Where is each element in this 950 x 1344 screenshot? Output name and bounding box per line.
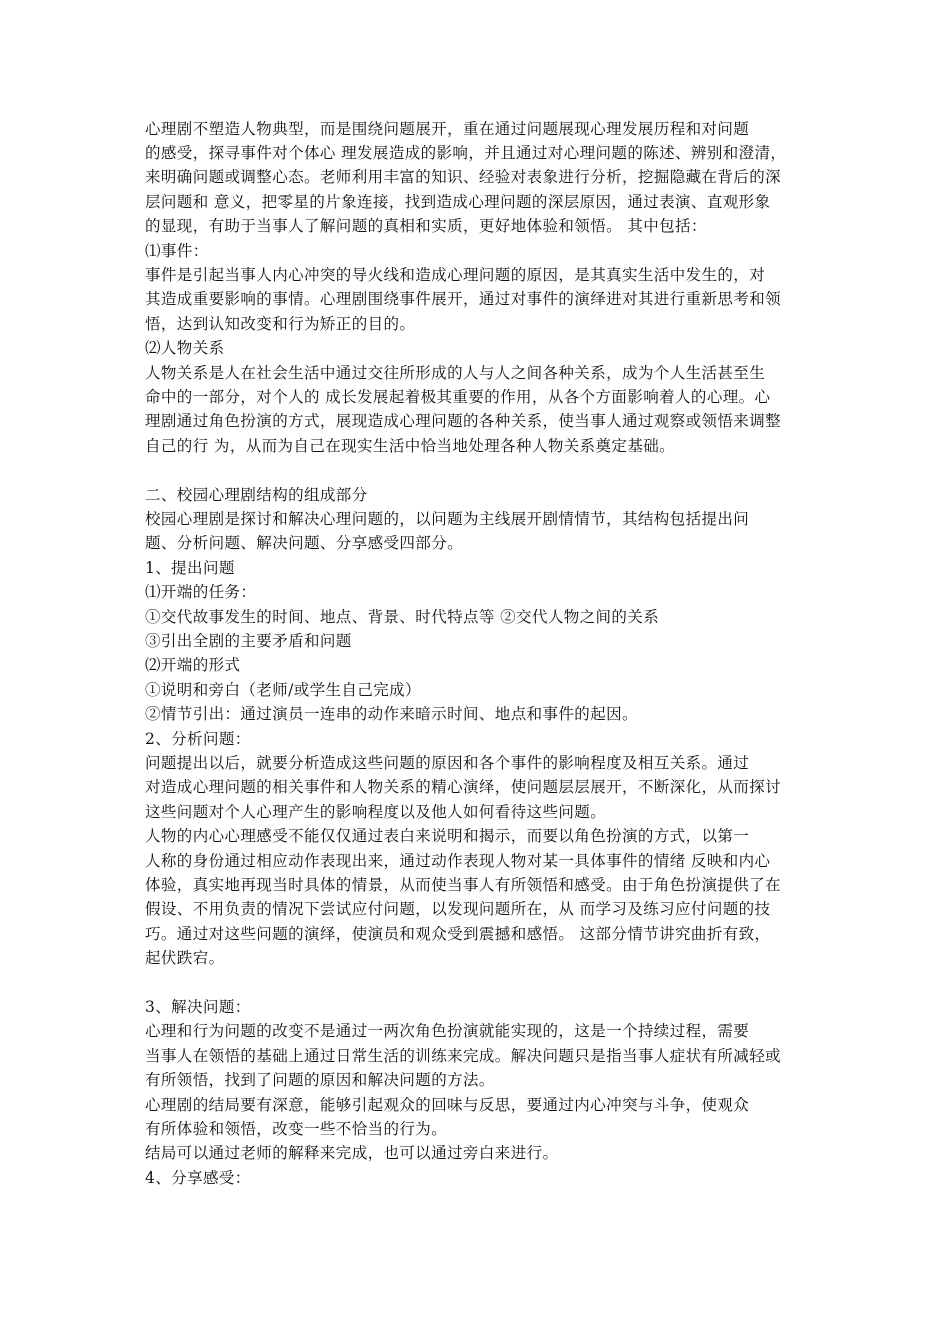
- text-line: 的显现，有助于当事人了解问题的真相和实质，更好地体验和领悟。 其中包括：: [145, 217, 707, 236]
- text-line: 来明确问题或调整心态。老师利用丰富的知识、经验对表象进行分析，挖掘隐藏在背后的深: [145, 168, 782, 187]
- text-line: 巧。通过对这些问题的演绎，使演员和观众受到震撼和感悟。 这部分情节讲究曲折有致，: [145, 924, 771, 943]
- text-line: 心理和行为问题的改变不是通过一两次角色扮演就能实现的，这是一个持续过程，需要: [145, 1022, 750, 1041]
- text-line: 校园心理剧是探讨和解决心理问题的，以问题为主线展开剧情情节，其结构包括提出问: [145, 509, 750, 528]
- text-line: 结局可以通过老师的解释来完成，也可以通过旁白来进行。: [145, 1144, 559, 1163]
- text-line: 1、提出问题: [145, 558, 235, 577]
- text-line: 有所领悟，找到了问题的原因和解决问题的方法。: [145, 1071, 495, 1090]
- text-line: 其造成重要影响的事情。心理剧围绕事件展开，通过对事件的演绎进对其进行重新思考和领: [145, 290, 782, 309]
- text-line: 3、解决问题：: [145, 997, 251, 1016]
- text-line: 题、分析问题、解决问题、分享感受四部分。: [145, 534, 464, 553]
- text-line: 人物关系是人在社会生活中通过交往所形成的人与人之间各种关系，成为个人生活甚至生: [145, 363, 766, 382]
- text-line: 事件是引起当事人内心冲突的导火线和造成心理问题的原因，是其真实生活中发生的，对: [145, 265, 766, 284]
- text-line: 悟，达到认知改变和行为矫正的目的。: [145, 314, 416, 333]
- text-line: ③引出全剧的主要矛盾和问题: [145, 631, 352, 650]
- text-line: 4、分享感受：: [145, 1168, 251, 1187]
- text-line: 2、分析问题：: [145, 729, 251, 748]
- text-line: 心理剧不塑造人物典型，而是围绕问题展开，重在通过问题展现心理发展历程和对问题: [145, 119, 750, 138]
- text-line: 二、校园心理剧结构的组成部分: [145, 485, 368, 504]
- text-line: ⑴开端的任务：: [145, 583, 257, 602]
- text-line: ⑵开端的形式: [145, 656, 241, 675]
- text-line: 人称的身份通过相应动作表现出来，通过动作表现人物对某一具体事件的情绪 反映和内心: [145, 851, 771, 870]
- text-line: 有所体验和领悟，改变一些不恰当的行为。: [145, 1119, 448, 1138]
- text-line: 人物的内心心理感受不能仅仅通过表白来说明和揭示，而要以角色扮演的方式，以第一: [145, 827, 750, 846]
- text-line: ①说明和旁白（老师/或学生自己完成）: [145, 680, 421, 699]
- text-line: ⑴事件：: [145, 241, 209, 260]
- text-line: 假设、不用负责的情况下尝试应付问题，以发现问题所在，从 而学习及练习应付问题的技: [145, 900, 771, 919]
- text-line: 心理剧的结局要有深意，能够引起观众的回味与反思，要通过内心冲突与斗争，使观众: [145, 1095, 750, 1114]
- text-line: ②情节引出：通过演员一连串的动作来暗示时间、地点和事件的起因。: [145, 705, 638, 724]
- text-line: 命中的一部分，对个人的 成长发展起着极其重要的作用，从各个方面影响着人的心理。心: [145, 387, 771, 406]
- text-line: 自己的行 为，从而为自己在现实生活中恰当地处理各种人物关系奠定基础。: [145, 436, 676, 455]
- text-line: 这些问题对个人心理产生的影响程度以及他人如何看待这些问题。: [145, 802, 607, 821]
- text-line: 理剧通过角色扮演的方式，展现造成心理问题的各种关系，使当事人通过观察或领悟来调整: [145, 412, 782, 431]
- text-line: 问题提出以后，就要分析造成这些问题的原因和各个事件的影响程度及相互关系。通过: [145, 753, 750, 772]
- text-line: 层问题和 意义，把零星的片象连接，找到造成心理问题的深层原因，通过表演、直观形象: [145, 192, 771, 211]
- text-line: ①交代故事发生的时间、地点、背景、时代特点等 ②交代人物之间的关系: [145, 607, 660, 626]
- text-line: 对造成心理问题的相关事件和人物关系的精心演绎，使问题层层展开，不断深化，从而探讨: [145, 778, 782, 797]
- text-line: 当事人在领悟的基础上通过日常生活的训练来完成。解决问题只是指当事人症状有所减轻或: [145, 1046, 782, 1065]
- text-line: ⑵人物关系: [145, 339, 225, 358]
- text-line: 体验，真实地再现当时具体的情景，从而使当事人有所领悟和感受。由于角色扮演提供了在: [145, 875, 782, 894]
- text-line: 的感受，探寻事件对个体心 理发展造成的影响，并且通过对心理问题的陈述、辨别和澄清，: [145, 143, 787, 162]
- text-line: 起伏跌宕。: [145, 949, 225, 968]
